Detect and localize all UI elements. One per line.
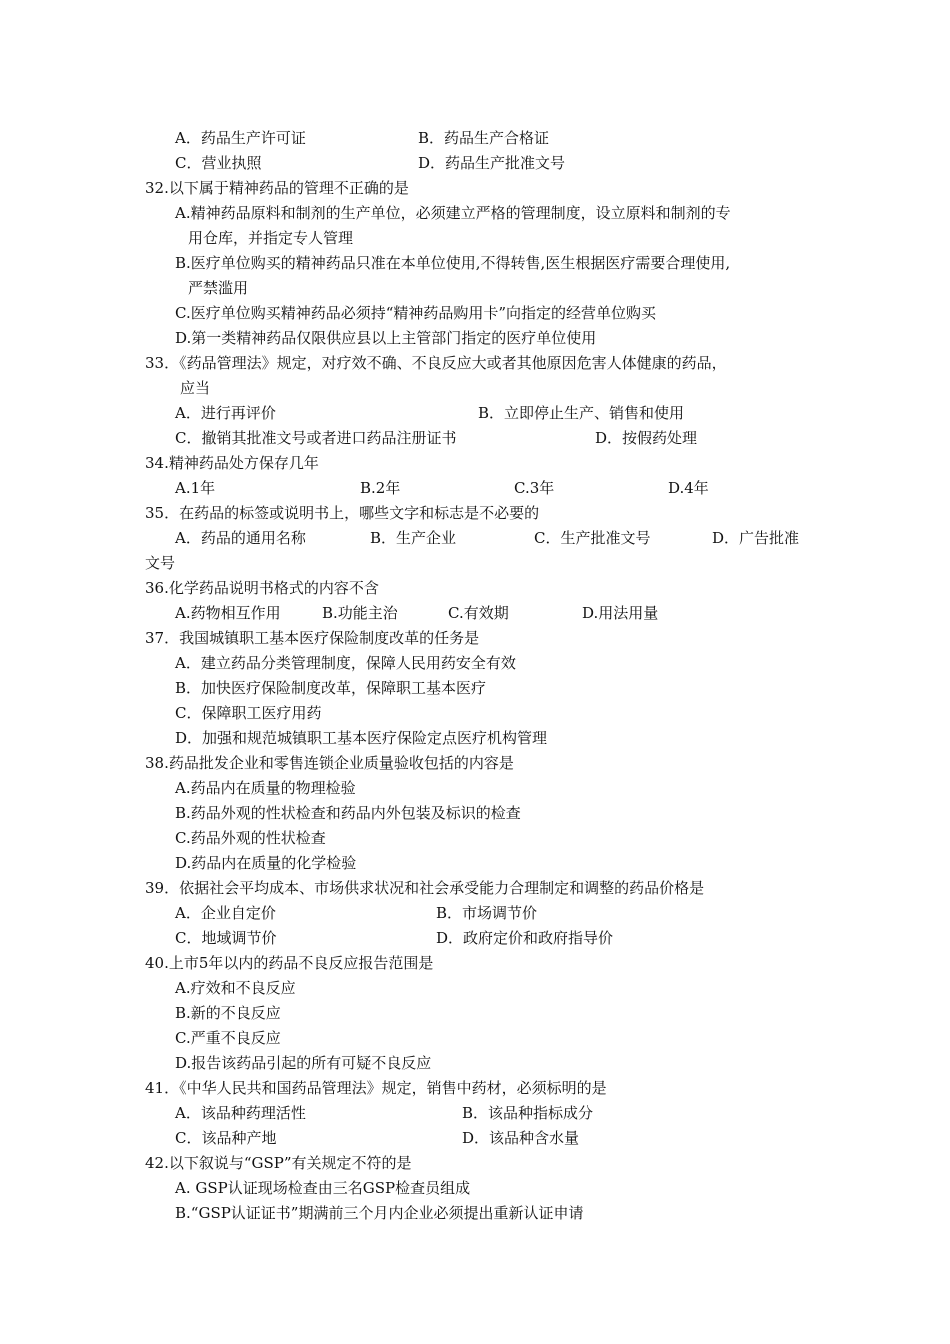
option-36-c: C.有效期 [448,604,509,622]
question-36-stem: 36.化学药品说明书格式的内容不含 [145,579,379,597]
option-38-d: D.药品内在质量的化学检验 [175,854,357,872]
question-34-stem: 34.精神药品处方保存几年 [145,454,319,472]
option-42-a: A. GSP认证现场检查由三名GSP检查员组成 [175,1179,471,1197]
option-39-a: A．企业自定价 [175,904,276,922]
option-34-c: C.3年 [514,479,555,497]
option-35-d-cont: 文号 [145,554,176,572]
option-33-d: D．按假药处理 [595,429,698,447]
question-41-stem: 41．《中华人民共和国药品管理法》规定，销售中药材，必须标明的是 [145,1079,607,1097]
option-35-d: D．广告批准 [712,529,800,547]
option-39-b: B．市场调节价 [436,904,538,922]
question-32-stem: 32.以下属于精神药品的管理不正确的是 [145,179,409,197]
question-38-stem: 38.药品批发企业和零售连锁企业质量验收包括的内容是 [145,754,514,772]
option-40-c: C.严重不良反应 [175,1029,281,1047]
option-42-b: B.“GSP认证证书”期满前三个月内企业必须提出重新认证申请 [175,1204,584,1222]
option-32-b-cont: 严禁滥用 [188,279,249,297]
option-32-a-cont: 用仓库，并指定专人管理 [188,229,354,247]
option-prev-d: D．药品生产批准文号 [418,154,566,172]
option-40-d: D.报告该药品引起的所有可疑不良反应 [175,1054,432,1072]
option-40-a: A.疗效和不良反应 [175,979,296,997]
option-prev-a: A．药品生产许可证 [175,129,306,147]
option-34-a: A.1年 [175,479,216,497]
question-40-stem: 40.上市5年以内的药品不良反应报告范围是 [145,954,434,972]
option-41-c: C．该品种产地 [175,1129,277,1147]
question-35-stem: 35．在药品的标签或说明书上，哪些文字和标志是不必要的 [145,504,540,522]
option-38-b: B.药品外观的性状检查和药品内外包装及标识的检查 [175,804,521,822]
option-34-b: B.2年 [360,479,401,497]
option-35-b: B．生产企业 [370,529,457,547]
option-37-c: C．保障职工医疗用药 [175,704,322,722]
option-39-c: C．地域调节价 [175,929,277,947]
option-35-a: A．药品的通用名称 [175,529,306,547]
option-32-a: A.精神药品原料和制剂的生产单位，必须建立严格的管理制度，设立原料和制剂的专 [175,204,731,222]
option-32-c: C.医疗单位购买精神药品必须持“精神药品购用卡”向指定的经营单位购买 [175,304,657,322]
option-33-a: A．进行再评价 [175,404,276,422]
option-32-d: D.第一类精神药品仅限供应县以上主管部门指定的医疗单位使用 [175,329,597,347]
option-prev-c: C．营业执照 [175,154,262,172]
option-38-a: A.药品内在质量的物理检验 [175,779,356,797]
option-36-d: D.用法用量 [582,604,659,622]
question-39-stem: 39．依据社会平均成本、市场供求状况和社会承受能力合理制定和调整的药品价格是 [145,879,705,897]
option-36-b: B.功能主治 [322,604,398,622]
option-34-d: D.4年 [668,479,709,497]
question-33-stem-cont: 应当 [180,379,211,397]
question-42-stem: 42.以下叙说与“GSP”有关规定不符的是 [145,1154,412,1172]
option-35-c: C．生产批准文号 [534,529,651,547]
option-33-b: B．立即停止生产、销售和使用 [478,404,685,422]
question-37-stem: 37．我国城镇职工基本医疗保险制度改革的任务是 [145,629,480,647]
option-41-d: D．该品种含水量 [462,1129,580,1147]
option-37-b: B．加快医疗保险制度改革，保障职工基本医疗 [175,679,487,697]
option-40-b: B.新的不良反应 [175,1004,281,1022]
option-41-b: B．该品种指标成分 [462,1104,594,1122]
option-32-b: B.医疗单位购买的精神药品只准在本单位使用,不得转售,医生根据医疗需要合理使用, [175,254,731,272]
option-38-c: C.药品外观的性状检查 [175,829,326,847]
option-41-a: A．该品种药理活性 [175,1104,306,1122]
option-37-a: A．建立药品分类管理制度，保障人民用药安全有效 [175,654,516,672]
question-33-stem: 33．《药品管理法》规定，对疗效不确、不良反应大或者其他原因危害人体健康的药品， [145,354,727,372]
option-36-a: A.药物相互作用 [175,604,281,622]
option-37-d: D．加强和规范城镇职工基本医疗保险定点医疗机构管理 [175,729,548,747]
option-39-d: D．政府定价和政府指导价 [436,929,614,947]
option-prev-b: B．药品生产合格证 [418,129,550,147]
option-33-c: C．撤销其批准文号或者进口药品注册证书 [175,429,457,447]
